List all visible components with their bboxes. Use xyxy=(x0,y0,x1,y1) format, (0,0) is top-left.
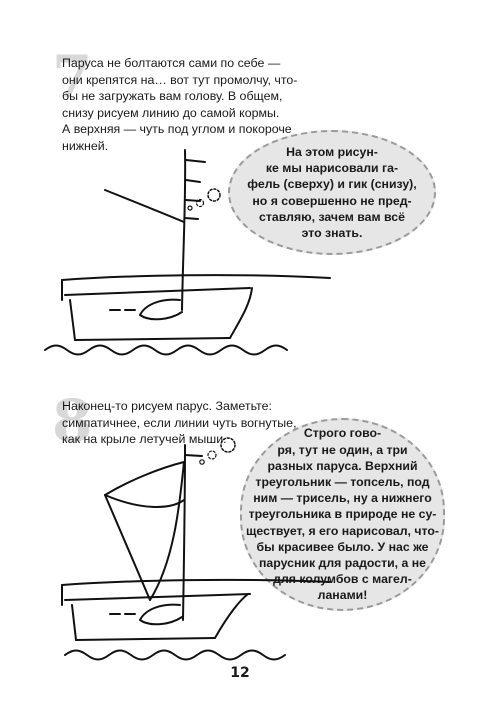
step-7-text: Паруса не болтаются сами по себе — они крепятся на… вот тут промолчу, что- бы не загружать вам голову. В общем, снизу рисуем линию до самой кормы. А верхняя — чуть под углом и покороче нижней. xyxy=(62,56,298,153)
step-8-text: Наконец-то рисуем парус. Заметьте: симпатичнее, если линии чуть вогнутые, как на крыле летучей мыши. xyxy=(62,399,297,446)
ship-step-7 xyxy=(62,150,330,340)
waves-step-7 xyxy=(45,346,287,355)
page-number: 12 xyxy=(230,665,250,681)
step-number: 8 xyxy=(52,387,93,455)
speech-bubble-step-8: Строго гово- ря, тут не один, а три разных паруса. Верхний треугольник — топсель, под ним — трисель, ну а нижнего треугольника в природе не су- ществует, я его нарисовал, что- бы красивее было. У нас же парусник для радости, а не для колумбов с магел- ланами! xyxy=(240,418,445,611)
waves-step-8 xyxy=(65,651,285,660)
ship-step-8 xyxy=(62,445,330,640)
speech-bubble-step-7: На этом рисун- ке мы нарисовали га- фель (сверху) и гик (снизу), но я совершенно не пред- ставляю, зачем вам всё это знать. xyxy=(228,130,436,255)
step-number: 7 xyxy=(52,43,93,111)
